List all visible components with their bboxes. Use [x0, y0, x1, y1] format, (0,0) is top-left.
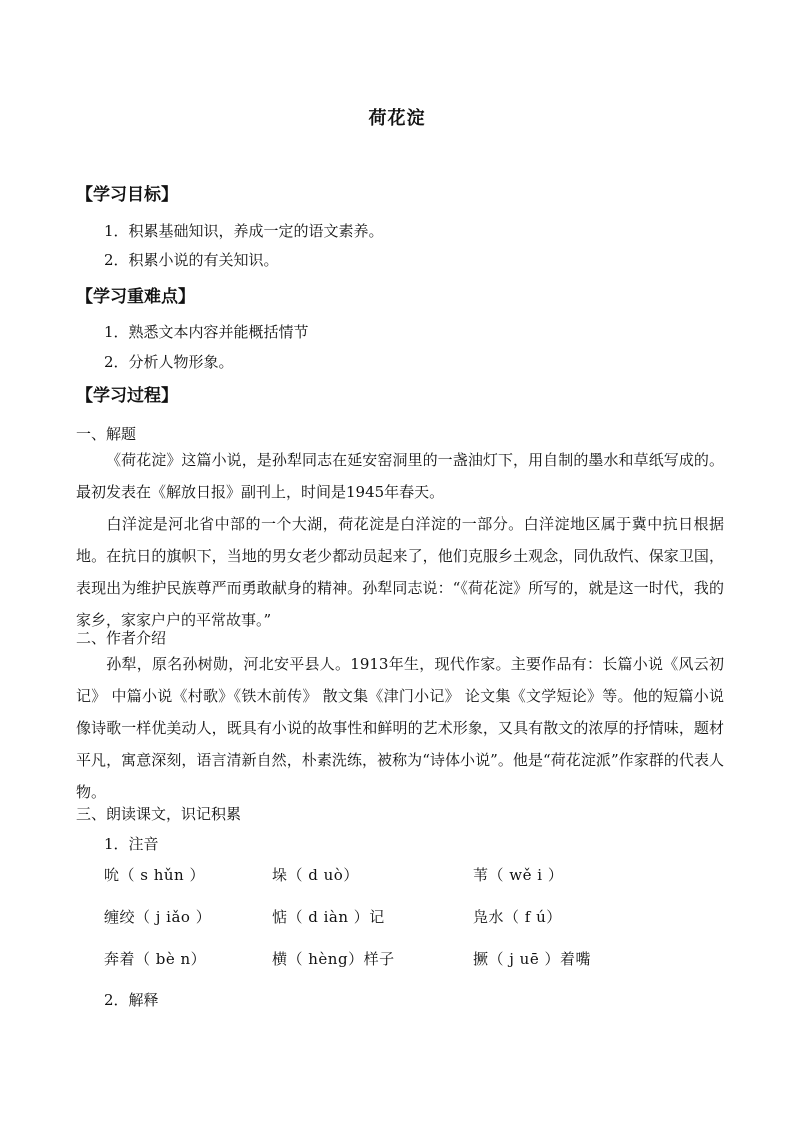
pinyin-item: 撅（ j uē ）着嘴 [473, 950, 591, 968]
pinyin-item: 垛（ d uò） [272, 866, 359, 884]
objective-item: 1．积累基础知识，养成一定的语文素养。 [104, 222, 384, 240]
subheading-explanation: 2．解释 [104, 991, 159, 1009]
pinyin-item: 凫水（ f ú） [473, 908, 562, 926]
process-heading: 【学习过程】 [76, 386, 178, 406]
key-point-item: 1．熟悉文本内容并能概括情节 [104, 323, 309, 341]
section-heading-1: 一、解题 [76, 425, 137, 443]
objective-item: 2．积累小说的有关知识。 [104, 251, 279, 269]
subheading-pronunciation: 1．注音 [104, 835, 159, 853]
pinyin-item: 苇（ wě i ） [473, 866, 564, 884]
pinyin-item: 惦（ d iàn ）记 [272, 908, 385, 926]
section-heading-2: 二、作者介绍 [76, 629, 167, 647]
section1-paragraph-2 [76, 508, 724, 636]
pinyin-item: 横（ hèng）样子 [272, 950, 395, 968]
objectives-heading: 【学习目标】 [76, 185, 178, 205]
pinyin-item: 吮（ s hǔn ） [104, 866, 205, 884]
section-heading-3: 三、朗读课文，识记积累 [76, 805, 242, 823]
pinyin-item: 奔着（ bè n） [104, 950, 207, 968]
paragraph-text: 《荷花淀》这篇小说，是孙犁同志在延安窑洞里的一盏油灯下，用自制的墨水和草纸写成的。最初发表在《解放日报》副刊上，时间是1945年春天。 [76, 451, 724, 501]
document-title: 荷花淀 [368, 108, 426, 129]
paragraph-text: 白洋淀是河北省中部的一个大湖，荷花淀是白洋淀的一部分。白洋淀地区属于冀中抗日根据地。在抗日的旗帜下，当地的男女老少都动员起来了，他们克服乡土观念，同仇敌忾、保家卫国，表现出为维护民族尊严而勇敢献身的精神。孙犁同志说：“《荷花淀》所写的，就是这一时代，我的家乡，家家户户的平常故事。” [76, 515, 724, 629]
section2-paragraph-1 [76, 648, 724, 808]
section1-paragraph-1 [76, 444, 724, 508]
key-points-heading: 【学习重难点】 [76, 287, 195, 307]
paragraph-text: 孙犁，原名孙树勋，河北安平县人。1913年生，现代作家。主要作品有：长篇小说《风云初记》 中篇小说《村歌》《铁木前传》 散文集《津门小记》 论文集《文学短论》等。他的短篇小说像诗歌一样优美动人，既具有小说的故事性和鲜明的艺术形象，又具有散文的浓厚的抒情味，题材平凡，寓意深刻，语言清新自然，朴素洗练，被称为“诗体小说”。他是“荷花淀派”作家群的代表人物。 [76, 655, 724, 801]
key-point-item: 2．分析人物形象。 [104, 353, 234, 371]
pinyin-item: 缠绞（ j iǎo ） [104, 908, 212, 926]
